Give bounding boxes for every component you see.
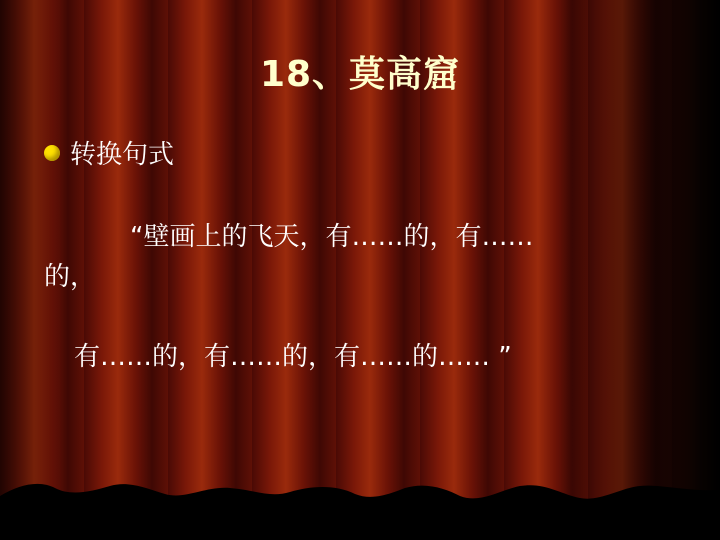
body-line-2: 的，	[44, 262, 97, 292]
body-line-3: 有……的，有……的，有……的…… ”	[74, 342, 512, 372]
body-line-1: “壁画上的飞天，有……的，有……	[130, 222, 534, 252]
bullet-dot-icon	[44, 145, 60, 161]
slide-title: 18、莫高窟	[259, 54, 461, 95]
curtain-hem	[0, 478, 720, 540]
bullet-item	[44, 134, 174, 171]
bullet-text: 转换句式	[70, 140, 175, 170]
